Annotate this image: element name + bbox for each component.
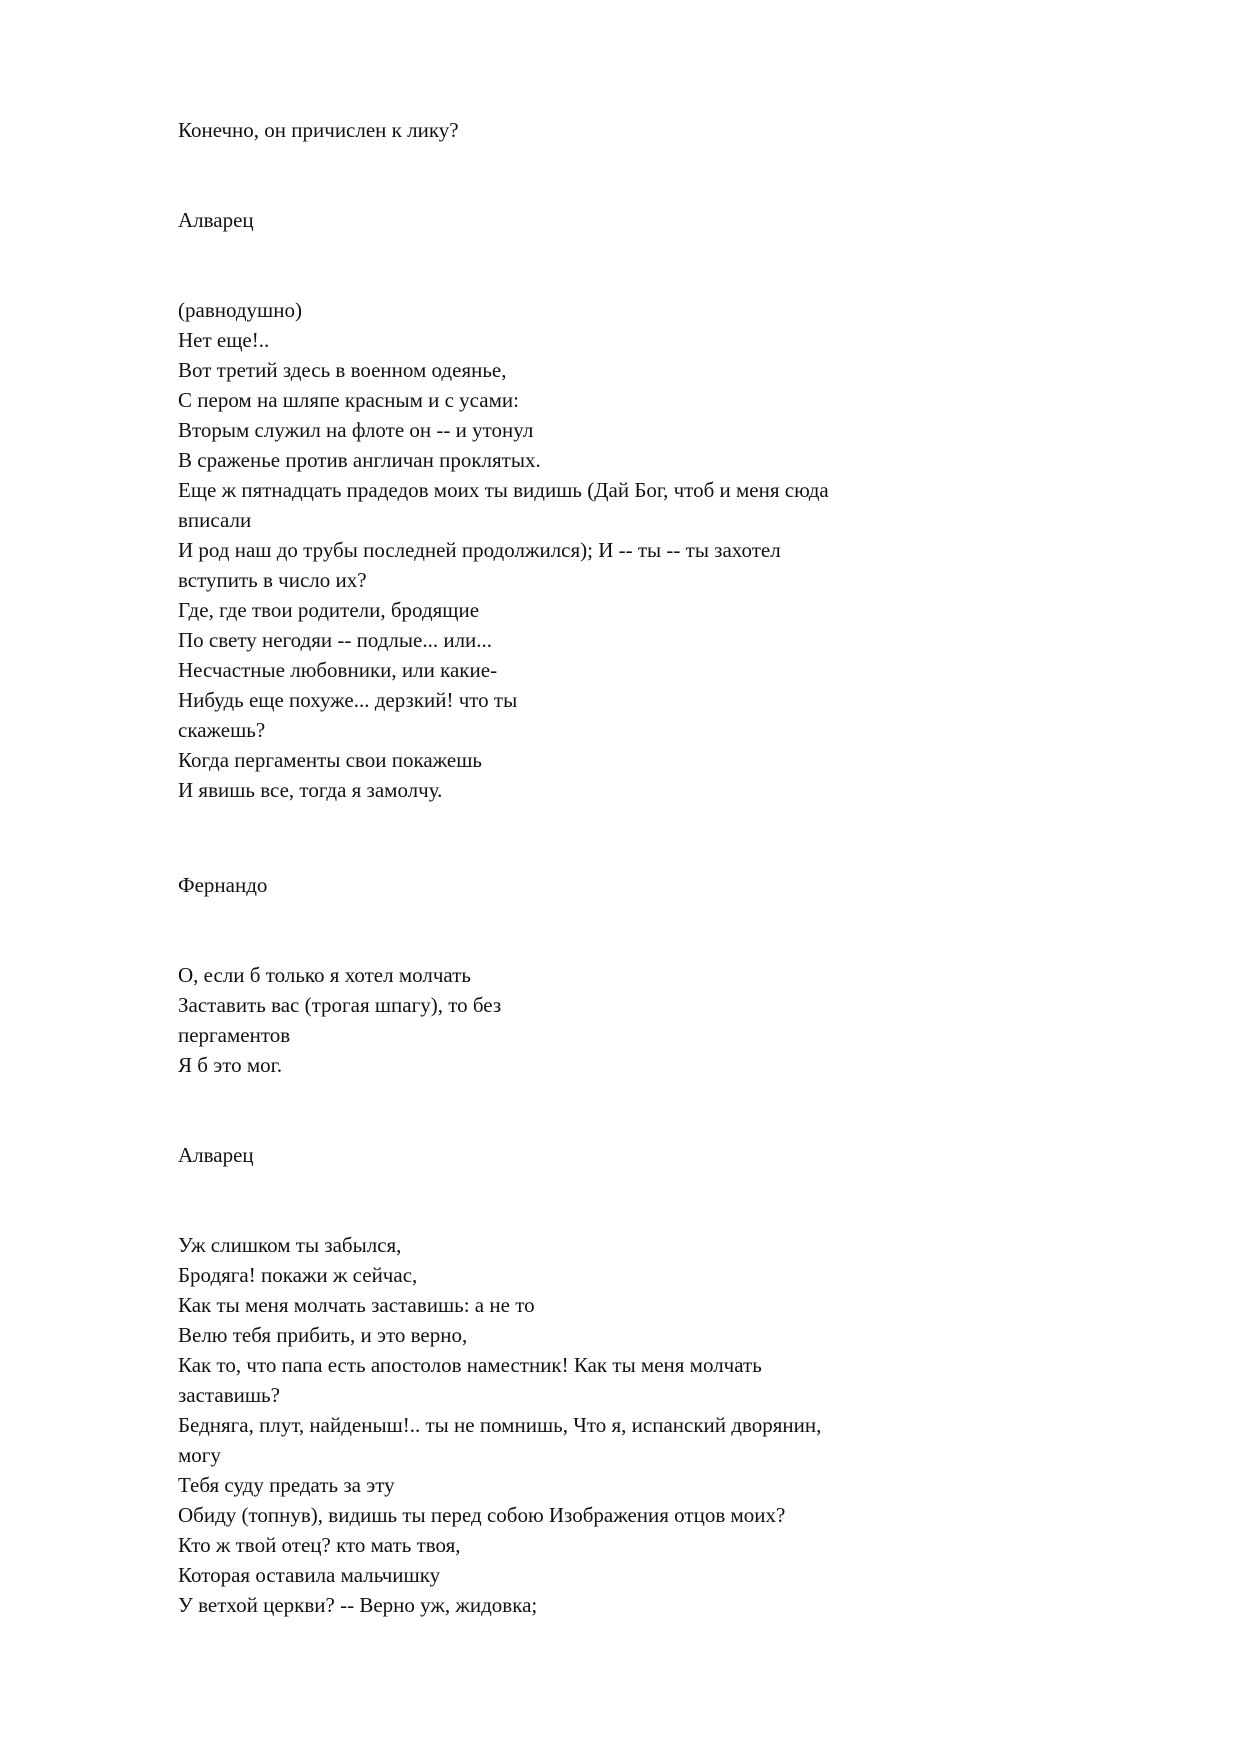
speaker-name-fernando <box>178 870 938 900</box>
text-line: Еще ж пятнадцать прадедов моих ты видишь (Дай Бог, чтоб и меня сюда <box>178 478 829 502</box>
speech-block-alvarez-2 <box>178 1230 938 1620</box>
text-line: Бродяга! покажи ж сейчас, <box>178 1263 418 1287</box>
text-line: Уж слишком ты забылся, <box>178 1233 402 1257</box>
text-line: О, если б только я хотел молчать <box>178 963 471 987</box>
text-line: могу <box>178 1443 221 1467</box>
text-line: пергаментов <box>178 1023 291 1047</box>
text-line: Вторым служил на флоте он -- и утонул <box>178 418 534 442</box>
text-line: Нет еще!.. <box>178 328 270 352</box>
text-line: (равнодушно) <box>178 298 302 322</box>
text-line: заставишь? <box>178 1383 280 1407</box>
text-line: Нибудь еще похуже... дерзкий! что ты <box>178 688 518 712</box>
text-line: Я б это мог. <box>178 1053 283 1077</box>
speech-block-fernando <box>178 960 938 1080</box>
text-line: Обиду (топнув), видишь ты перед собою Изображения отцов моих? <box>178 1503 786 1527</box>
intro-line <box>178 115 938 145</box>
text-line: Вот третий здесь в военном одеянье, <box>178 358 507 382</box>
text-line: Конечно, он причислен к лику? <box>178 118 459 142</box>
text-line: И явишь все, тогда я замолчу. <box>178 778 443 802</box>
text-line: Кто ж твой отец? кто мать твоя, <box>178 1533 461 1557</box>
text-line: Как то, что папа есть апостолов наместник! Как ты меня молчать <box>178 1353 762 1377</box>
text-line: Несчастные любовники, или какие- <box>178 658 498 682</box>
speaker-name-alvarez-1 <box>178 205 938 235</box>
text-line: У ветхой церкви? -- Верно уж, жидовка; <box>178 1593 538 1617</box>
speaker-label: Алварец <box>178 208 254 232</box>
speaker-name-alvarez-2 <box>178 1140 938 1170</box>
text-line: вписали <box>178 508 252 532</box>
text-line: В сраженье против англичан проклятых. <box>178 448 541 472</box>
speaker-label: Алварец <box>178 1143 254 1167</box>
text-line: Которая оставила мальчишку <box>178 1563 441 1587</box>
text-line: вступить в число их? <box>178 568 367 592</box>
text-line: Тебя суду предать за эту <box>178 1473 395 1497</box>
text-line: Когда пергаменты свои покажешь <box>178 748 482 772</box>
text-line: Бедняга, плут, найденыш!.. ты не помнишь, Что я, испанский дворянин, <box>178 1413 822 1437</box>
speaker-label: Фернандо <box>178 873 268 897</box>
text-line: скажешь? <box>178 718 266 742</box>
text-line: С пером на шляпе красным и с усами: <box>178 388 519 412</box>
text-line: Заставить вас (трогая шпагу), то без <box>178 993 502 1017</box>
text-line: Как ты меня молчать заставишь: а не то <box>178 1293 535 1317</box>
text-line: Где, где твои родители, бродящие <box>178 598 480 622</box>
text-line: По свету негодяи -- подлые... или... <box>178 628 493 652</box>
text-line: И род наш до трубы последней продолжился); И -- ты -- ты захотел <box>178 538 781 562</box>
text-line: Велю тебя прибить, и это верно, <box>178 1323 468 1347</box>
speech-block-alvarez-1 <box>178 295 938 805</box>
